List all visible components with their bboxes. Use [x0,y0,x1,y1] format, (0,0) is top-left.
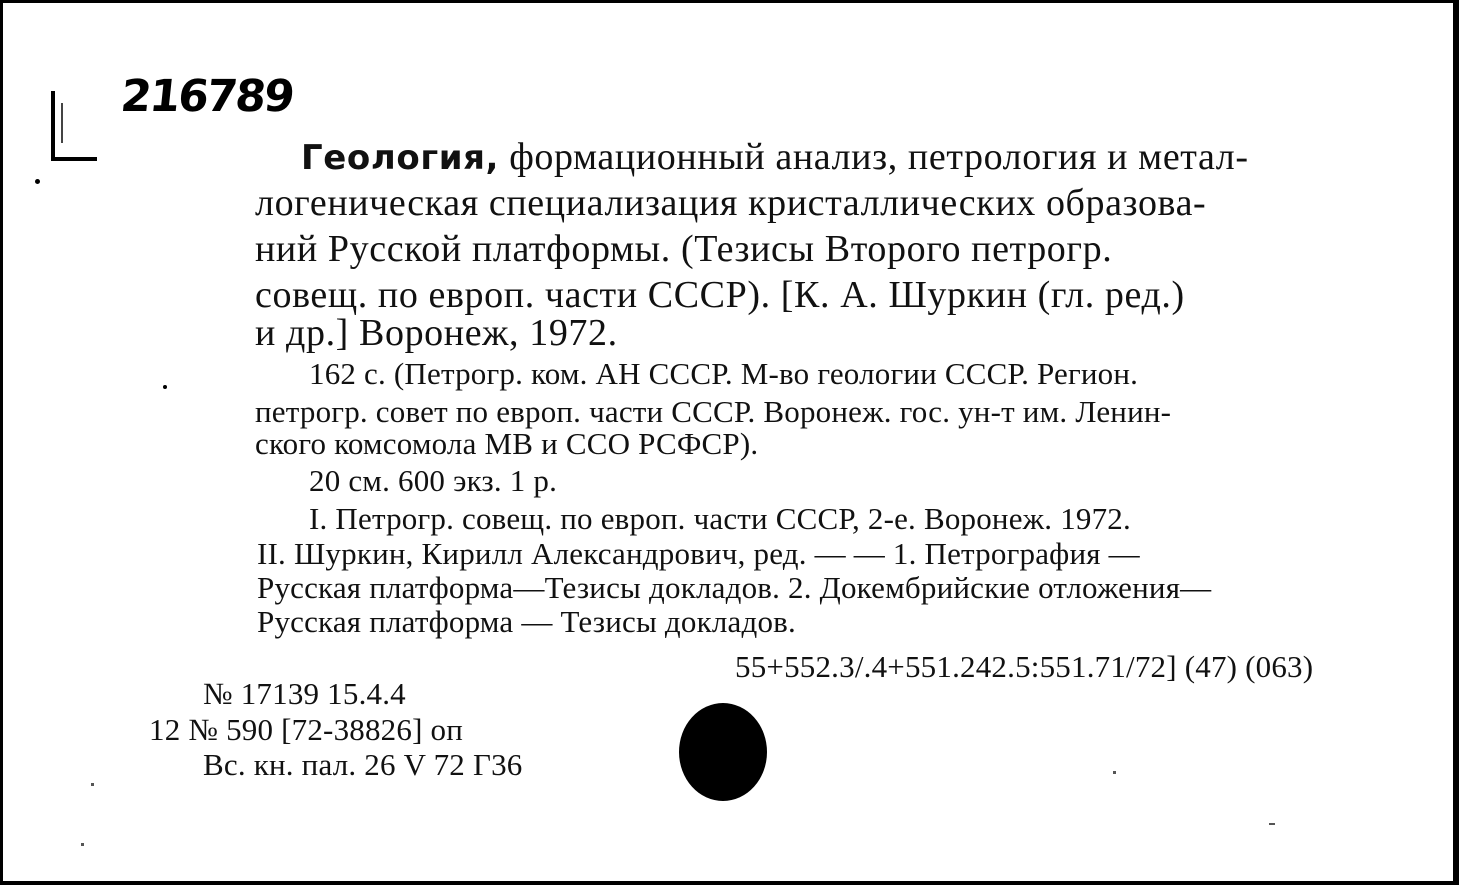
bottom-line-3: Вс. кн. пал. 26 V 72 Г36 [203,747,523,782]
collation-line-3: ского комсомола МВ и ССО РСФСР). [255,426,759,461]
punch-hole [679,703,767,801]
tracing-line-2: II. Шуркин, Кирилл Александрович, ред. — — 1. Петрография — [257,536,1140,571]
title-heading: Геология, [301,138,500,178]
title-line-1-text: формационный анализ, петрология и метал- [509,136,1249,178]
classification-code: 55+552.3/.4+551.242.5:551.71/72] (47) (063) [735,649,1314,684]
title-line-2: логеническая специализация кристаллических образова- [255,182,1207,224]
collation-line-2: петрогр. совет по европ. части СССР. Воронеж. гос. ун-т им. Ленин- [255,394,1172,429]
title-line-4: совещ. по европ. части СССР). [К. А. Шуркин (гл. ред.) [255,274,1185,316]
bottom-line-2: 12 № 590 [72-38826] оп [149,712,464,747]
title-line-3: ний Русской платформы. (Тезисы Второго петрогр. [255,228,1113,270]
collation-line-4: 20 см. 600 экз. 1 р. [309,463,558,498]
tracing-line-3: Русская платформа—Тезисы докладов. 2. Докембрийские отложения— [257,570,1212,605]
collation-line-1: 162 с. (Петрогр. ком. АН СССР. М-во геологии СССР. Регион. [309,356,1139,391]
speck [81,843,84,846]
tracing-line-4: Русская платформа — Тезисы докладов. [257,604,796,639]
tracing-line-1: I. Петрогр. совещ. по европ. части СССР, 2-е. Воронеж. 1972. [309,501,1131,536]
accession-number: 216789 [118,71,296,122]
corner-bracket-mark [51,91,97,161]
corner-inner-mark [61,103,71,143]
title-line-1 [301,135,1249,179]
speck [1269,823,1275,825]
title-line-5: и др.] Воронеж, 1972. [255,312,618,354]
ink-dot [35,179,40,184]
speck [1113,771,1116,774]
bottom-line-1: № 17139 15.4.4 [203,676,406,711]
speck [91,783,94,786]
ink-dot [163,385,167,389]
